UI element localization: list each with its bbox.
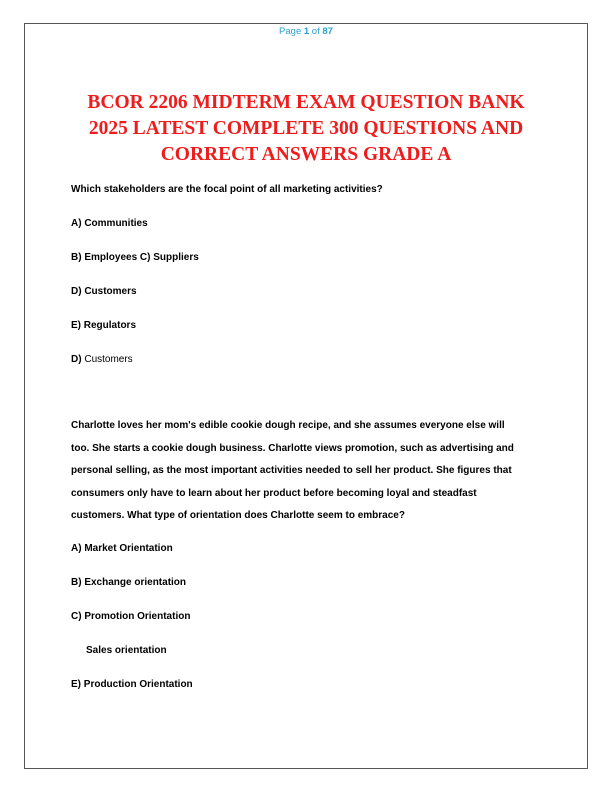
question-1-option-b: B) Employees C) Suppliers [71,252,199,263]
question-2-text [71,415,541,528]
question-1-option-e: E) Regulators [71,320,137,331]
document-title [60,90,552,168]
question-1-text: Which stakeholders are the focal point of all marketing activities? [71,184,383,195]
question-2-line: Charlotte loves her mom's edible cookie dough recipe, and she assumes everyone else will [71,420,505,431]
question-2-line: consumers only have to learn about her product before becoming loyal and steadfast [71,487,477,499]
question-2-option-sales: Sales orientation [86,645,167,656]
question-1-option-d: D) Customers [71,286,137,297]
title-line: BCOR 2206 MIDTERM EXAM QUESTION BANK [87,92,525,113]
question-1-option-a: A) Communities [71,218,148,229]
page-current: 1 [303,26,310,37]
question-2-option-b: B) Exchange orientation [71,577,187,588]
question-1-answer [71,353,133,367]
question-2-line: too. She starts a cookie dough business. Charlotte views promotion, such as advertising and [71,442,514,454]
page-counter [0,26,612,37]
question-2-line: customers. What type of orientation does Charlotte seem to embrace? [71,510,405,521]
title-line: 2025 LATEST COMPLETE 300 QUESTIONS AND [88,118,524,139]
page-total: 87 [322,26,333,37]
answer-text: Customers [81,354,133,365]
question-2-option-c: C) Promotion Orientation [71,611,191,622]
title-line: CORRECT ANSWERS GRADE A [160,144,452,165]
question-2-line: personal selling, as the most important activities needed to sell her product. She figures that [71,465,512,476]
answer-label: D) [71,354,82,365]
page-of: of [309,26,323,37]
question-2-option-a: A) Market Orientation [71,543,173,554]
question-2-option-e: E) Production Orientation [71,679,193,690]
page-prefix: Page [279,26,304,37]
